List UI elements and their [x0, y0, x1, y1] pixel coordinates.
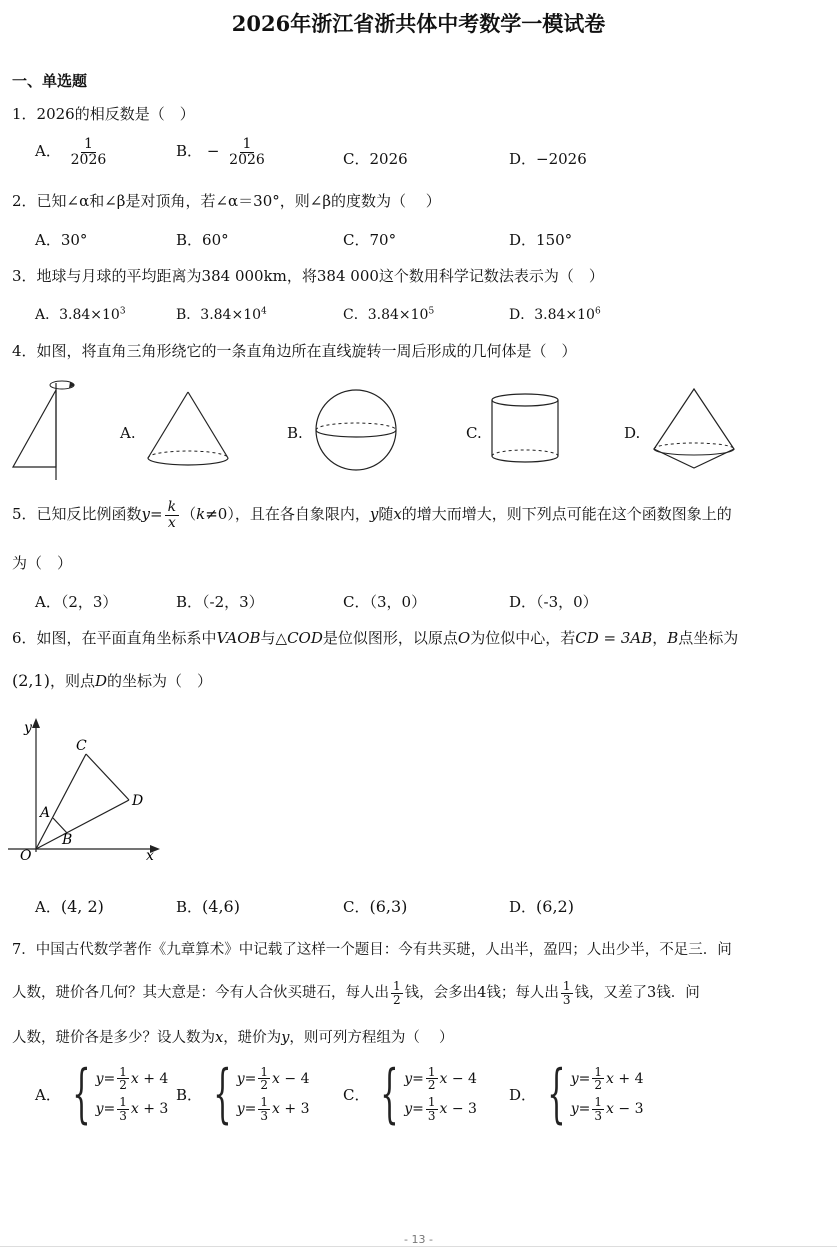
q7-line3-pre: 人数，琎价各是多少？设人数为 — [12, 1030, 215, 1046]
q7-d-eq2: y = $\frac{1}{3}$ x − 3 — [570, 1095, 644, 1123]
segment-oc — [36, 754, 86, 849]
q2-stem: 2．已知∠α和∠β是对顶角，若∠α＝30°，则∠β的度数为（ ） — [12, 192, 441, 210]
q1-stem: 1．2026的相反数是（ ） — [12, 105, 195, 123]
q6-stem-line1 — [12, 627, 738, 648]
q4-triangle-figure — [8, 375, 88, 485]
q7-y: y — [281, 1030, 290, 1046]
q7-option-d[interactable] — [509, 1057, 644, 1131]
q6-d-letter: D． — [509, 898, 537, 916]
q6-cond: CD = 3AB — [575, 629, 653, 647]
q6-line1-mid2: 为位似中心，若 — [470, 629, 576, 647]
q3-d-letter: D． — [509, 307, 535, 323]
q3-stem: 3．地球与月球的平均距离为384 000km，将384 000这个数用科学记数法表示为（ ） — [12, 267, 604, 285]
q5-var-y2: y — [369, 505, 379, 524]
q4-cone-figure[interactable] — [144, 388, 234, 470]
q2-option-a[interactable]: A．30° — [35, 231, 88, 249]
page-number: - 13 - — [404, 1233, 433, 1246]
q5-cond-rest: ≠0），且在各自象限内， — [205, 505, 370, 524]
q7-line2-pre: 人数，琎价各几何？其大意是：今有人合伙买琎石，每人出 — [12, 985, 389, 1002]
q3-d-exp: 6 — [594, 306, 601, 317]
q7-b-eq1: y = $\frac{1}{2}$ x − 4 — [236, 1064, 310, 1093]
q1-b-letter: B． — [176, 142, 203, 161]
q3-option-c[interactable] — [343, 304, 434, 324]
q7-line3-post: ，则可列方程组为（ ） — [289, 1030, 454, 1046]
q7-c-letter: C． — [343, 1085, 370, 1104]
q7-d-letter: D． — [509, 1085, 537, 1104]
q2-option-b[interactable]: B．60° — [176, 231, 229, 249]
q6-o: O — [457, 629, 471, 647]
q7-line3-mid: ，琎价为 — [223, 1030, 282, 1046]
q7-line2-mid: 钱，会多出4钱；每人出 — [404, 985, 559, 1002]
q5-option-b[interactable]: B．（-2，3） — [176, 593, 264, 611]
q6-option-a[interactable] — [35, 896, 104, 917]
label-b: B — [62, 832, 73, 848]
q6-d: D — [94, 672, 107, 690]
q3-a-letter: A． — [35, 307, 60, 323]
q5-k-over-x: $\frac{k}{x}$ — [165, 500, 179, 530]
q7-a-letter: A． — [35, 1085, 61, 1104]
q1-d-text: −2026 — [536, 150, 587, 168]
q6-a-val: (4, 2) — [60, 897, 104, 916]
q5-mid: 随 — [378, 505, 394, 524]
q1-d-letter: D． — [509, 150, 537, 168]
q5-stem-post: 的增大而增大，则下列点可能在这个函数图象上的 — [401, 505, 732, 524]
q1-a-fraction: $\frac{1}{2026}$ — [70, 136, 107, 168]
q7-option-a[interactable] — [35, 1057, 169, 1131]
right-triangle — [13, 390, 56, 467]
label-y: y — [24, 720, 32, 736]
label-o: O — [20, 848, 32, 864]
q3-c-base: 3.84×10 — [367, 307, 429, 323]
q7-half: $\frac{1}{2}$ — [393, 979, 401, 1007]
q6-and: 与 — [260, 629, 276, 647]
q5-option-d[interactable]: D．（-3，0） — [509, 593, 598, 611]
q5-stem-line1 — [12, 500, 732, 530]
q7-third: $\frac{1}{3}$ — [562, 979, 571, 1007]
q6-stem-line2 — [12, 670, 212, 691]
q7-option-b[interactable] — [176, 1057, 310, 1131]
q6-coordinate-figure — [6, 712, 166, 872]
q5-var-y: y — [141, 505, 151, 524]
q5-eq: = — [150, 505, 163, 524]
page-title: 2026年浙江省浙共体中考数学一模试卷 — [231, 11, 606, 36]
q7-a-eq2: y = $\frac{1}{3}$ x + 3 — [95, 1095, 169, 1123]
q3-d-base: 3.84×10 — [534, 307, 595, 323]
q4-double-cone-figure[interactable] — [648, 385, 740, 473]
label-c: C — [76, 738, 87, 754]
q7-c-eq1: y = $\frac{1}{2}$ x − 4 — [404, 1064, 477, 1093]
q3-option-b[interactable] — [176, 304, 267, 324]
q3-b-exp: 4 — [261, 306, 267, 317]
q3-c-letter: C． — [343, 307, 368, 323]
q3-a-exp: 3 — [119, 306, 126, 317]
q7-line2-post: 钱，又差了3钱．问 — [574, 985, 700, 1002]
q4-label-a[interactable]: A. — [120, 424, 136, 442]
q7-b-letter: B． — [176, 1085, 203, 1104]
q1-option-b[interactable] — [176, 137, 270, 167]
q5-stem-pre: 5．已知反比例函数 — [12, 505, 142, 524]
q1-option-c[interactable] — [343, 148, 408, 169]
q3-b-letter: B． — [176, 307, 201, 323]
q6-line1-pre: 6．如图，在平面直角坐标系中 — [12, 629, 217, 647]
q1-b-sign: − — [206, 142, 220, 161]
q6-option-d[interactable] — [509, 896, 574, 917]
bottom-divider — [0, 1246, 837, 1247]
q7-line3 — [12, 1026, 454, 1047]
q7-line2 — [12, 980, 700, 1006]
q6-option-b[interactable] — [176, 896, 240, 917]
segment-ab — [53, 818, 67, 833]
label-x: x — [146, 848, 154, 864]
q6-option-c[interactable] — [343, 896, 407, 917]
q7-c-eq2: y = $\frac{1}{3}$ x − 3 — [404, 1095, 477, 1123]
q6-c-val: (6,3) — [369, 897, 408, 916]
q6-line2-post: 的坐标为（ ） — [106, 672, 212, 690]
q5-option-c[interactable]: C．（3，0） — [343, 593, 427, 611]
brace-icon: { — [547, 1057, 566, 1131]
brace-icon: { — [380, 1057, 400, 1131]
q7-option-c[interactable] — [343, 1057, 477, 1131]
q6-line1-post: 点坐标为 — [678, 629, 739, 647]
q1-a-letter: A． — [35, 142, 61, 161]
q2-option-d[interactable]: D．150° — [509, 231, 573, 249]
q6-c-letter: C． — [343, 898, 370, 916]
brace-icon: { — [213, 1057, 232, 1131]
q1-option-d[interactable] — [509, 148, 587, 169]
q5-option-a[interactable]: A．（2，3） — [35, 593, 118, 611]
q5-cond-k: k — [196, 505, 206, 524]
q7-x: x — [215, 1030, 224, 1046]
q4-label-d[interactable]: D. — [624, 424, 641, 442]
q6-tri2: △COD — [275, 629, 323, 647]
label-a: A — [40, 805, 51, 821]
q2-option-c[interactable]: C．70° — [343, 231, 397, 249]
q6-a-letter: A． — [35, 898, 61, 916]
q4-label-c[interactable]: C. — [466, 424, 482, 442]
q5-stem-line2: 为（ ） — [12, 554, 73, 572]
q6-coord: (2,1) — [12, 671, 50, 690]
q1-c-text: 2026 — [369, 150, 408, 168]
q6-b-letter: B． — [176, 898, 203, 916]
q3-b-base: 3.84×10 — [200, 307, 262, 323]
y-axis-arrow-icon — [32, 718, 40, 728]
brace-icon: { — [72, 1057, 91, 1131]
q7-a-eq1: y = $\frac{1}{2}$ x + 4 — [95, 1064, 169, 1093]
q6-d-val: (6,2) — [536, 897, 574, 916]
q4-label-b[interactable]: B. — [287, 424, 303, 442]
q7-line1: 7．中国古代数学著作《九章算术》中记载了这样一个题目：今有共买琎，人出半，盈四；人出少半，不足三．问 — [12, 942, 732, 958]
segment-cd — [86, 754, 129, 800]
q4-cylinder-figure[interactable] — [488, 390, 562, 468]
q7-d-eq1: y = $\frac{1}{2}$ x + 4 — [570, 1064, 644, 1093]
q1-option-a[interactable] — [35, 137, 111, 167]
q3-option-d[interactable] — [509, 304, 601, 324]
q3-option-a[interactable] — [35, 304, 126, 324]
q3-a-base: 3.84×10 — [59, 307, 120, 323]
q1-c-letter: C． — [343, 150, 370, 168]
q5-cond-pre: （ — [181, 505, 197, 524]
section-heading: 一、单选题 — [12, 72, 88, 90]
q5-var-x2: x — [393, 505, 402, 524]
q6-comma: ， — [652, 629, 668, 647]
q3-c-exp: 5 — [428, 306, 435, 317]
q6-b-val: (4,6) — [202, 897, 240, 916]
q6-line2-pre: ，则点 — [49, 672, 95, 690]
q6-line1-mid: 是位似图形，以原点 — [322, 629, 458, 647]
q1-b-fraction: $\frac{1}{2026}$ — [229, 136, 265, 168]
q4-sphere-figure[interactable] — [312, 388, 402, 472]
q6-tri1: VAOB — [216, 629, 261, 647]
label-d: D — [132, 793, 144, 809]
q6-b: B — [667, 629, 679, 647]
q7-b-eq2: y = $\frac{1}{3}$ x + 3 — [236, 1095, 310, 1123]
q4-stem: 4．如图，将直角三角形绕它的一条直角边所在直线旋转一周后形成的几何体是（ ） — [12, 342, 577, 360]
